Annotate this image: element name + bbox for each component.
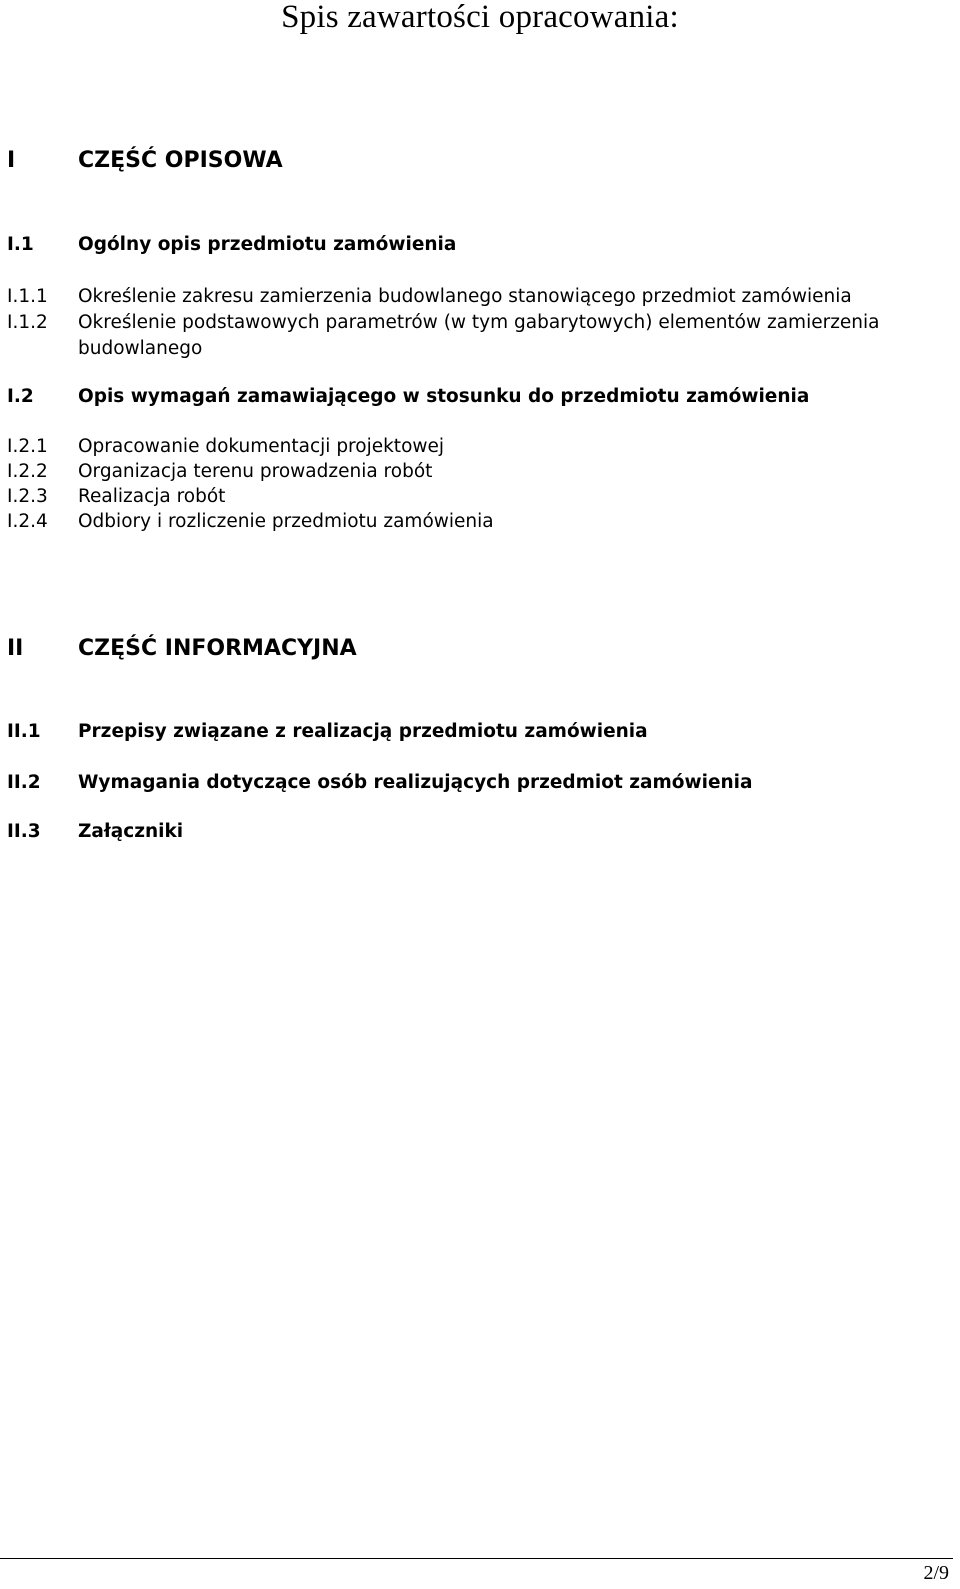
toc-heading: Określenie zakresu zamierzenia budowlanego stanowiącego przedmiot zamówienia	[78, 286, 852, 307]
page-number: 2/9	[923, 1562, 949, 1584]
toc-heading: Opis wymagań zamawiającego w stosunku do przedmiotu zamówienia	[78, 386, 810, 407]
toc-heading: CZĘŚĆ OPISOWA	[78, 148, 283, 173]
toc-heading: CZĘŚĆ INFORMACYJNA	[78, 636, 357, 661]
toc-number: I.2.2	[7, 461, 48, 482]
toc-number: I.1	[7, 234, 34, 255]
toc-number: I	[7, 148, 16, 173]
toc-number: II.2	[7, 772, 41, 793]
toc-number: I.2	[7, 386, 34, 407]
toc-heading: Przepisy związane z realizacją przedmiotu zamówienia	[78, 721, 648, 742]
toc-heading: Realizacja robót	[78, 486, 226, 507]
toc-heading: Opracowanie dokumentacji projektowej	[78, 436, 445, 457]
toc-heading-continuation: budowlanego	[78, 338, 203, 359]
toc-heading: Załączniki	[78, 821, 184, 842]
toc-number: I.1.2	[7, 312, 48, 333]
toc-number: II.3	[7, 821, 41, 842]
toc-number: I.2.1	[7, 436, 48, 457]
toc-number: II.1	[7, 721, 41, 742]
toc-number: I.2.3	[7, 486, 48, 507]
toc-heading: Organizacja terenu prowadzenia robót	[78, 461, 433, 482]
toc-number: II	[7, 636, 24, 661]
page-title: Spis zawartości opracowania:	[281, 0, 679, 35]
toc-heading: Odbiory i rozliczenie przedmiotu zamówienia	[78, 511, 494, 532]
toc-number: I.2.4	[7, 511, 48, 532]
toc-heading: Określenie podstawowych parametrów (w tym gabarytowych) elementów zamierzenia	[78, 312, 880, 333]
footer-divider	[0, 1558, 953, 1559]
toc-number: I.1.1	[7, 286, 48, 307]
toc-heading: Wymagania dotyczące osób realizujących przedmiot zamówienia	[78, 772, 753, 793]
toc-heading: Ogólny opis przedmiotu zamówienia	[78, 234, 457, 255]
